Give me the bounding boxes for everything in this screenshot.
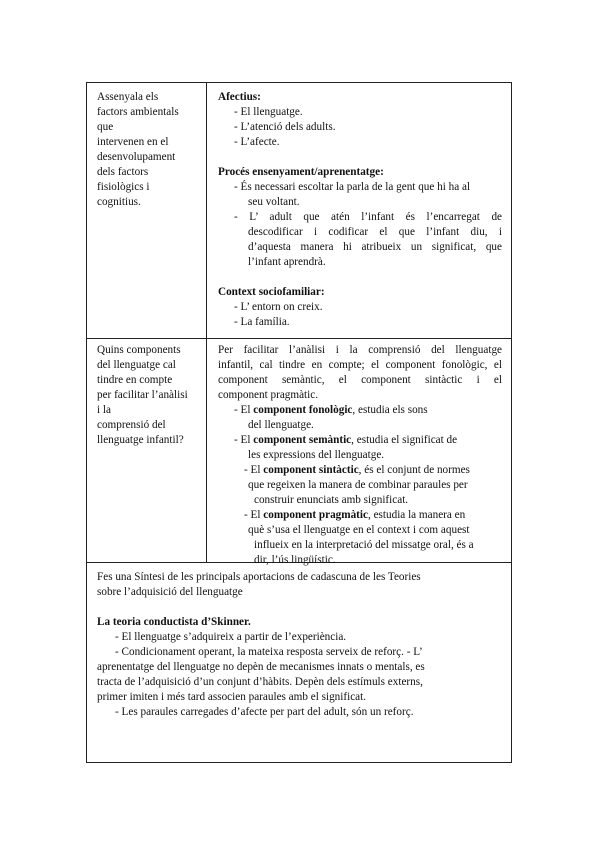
skinner-line: aprenentatge del llenguatge no depèn de mecanismes innats o mentals, es bbox=[97, 661, 425, 673]
intro-line: infantil, cal tindre en compte; el component fonològic, el bbox=[218, 359, 502, 371]
pragmatic-continuation: què s’usa el llenguatge en el context i com aquest bbox=[248, 524, 470, 536]
proces-heading: Procés ensenyament/aprenentatge: bbox=[218, 166, 384, 178]
afectius-item: - El llenguatge. bbox=[234, 106, 303, 118]
question-2-line: i la bbox=[97, 404, 111, 416]
spacer bbox=[218, 150, 502, 165]
semantic-text: , estudia el significat de bbox=[351, 434, 458, 446]
semantic-prefix: - El bbox=[234, 434, 254, 446]
answer-2 bbox=[218, 343, 502, 568]
pragmatic-continuation: dir, l’ús lingüístic. bbox=[254, 554, 336, 566]
synthesis-section bbox=[97, 570, 501, 720]
sintactic-prefix: - El bbox=[244, 464, 264, 476]
semantic-term: component semàntic bbox=[253, 434, 352, 446]
proces-item-2-line: d’aquesta manera hi atribueix un significat, que bbox=[248, 241, 502, 253]
fonologic-item bbox=[218, 403, 502, 418]
pragmatic-prefix: - El bbox=[244, 509, 264, 521]
semantic-item bbox=[218, 433, 502, 448]
question-1-line: intervenen en el bbox=[97, 136, 169, 148]
question-1-line: dels factors bbox=[97, 166, 149, 178]
fonologic-prefix: - El bbox=[234, 404, 254, 416]
question-2-line: del llenguatge cal bbox=[97, 359, 176, 371]
fonologic-continuation: del llenguatge. bbox=[248, 419, 314, 431]
question-1-line: Assenyala els bbox=[97, 91, 159, 103]
semantic-continuation: les expressions del llenguatge. bbox=[248, 449, 385, 461]
afectius-heading: Afectius: bbox=[218, 91, 261, 103]
question-2-line: llenguatge infantil? bbox=[97, 434, 184, 446]
pragmatic-continuation: influeix en la interpretació del missatge oral, és a bbox=[254, 539, 474, 551]
fonologic-text: , estudia els sons bbox=[352, 404, 428, 416]
skinner-line: tracta de l’adquisició d’un conjunt d’hàbits. Depèn dels estímuls externs, bbox=[97, 676, 423, 688]
context-item: - La família. bbox=[234, 316, 290, 328]
sintactic-term: component sintàctic bbox=[263, 464, 359, 476]
pragmatic-text: , estudia la manera en bbox=[367, 509, 466, 521]
pragmatic-item bbox=[218, 508, 502, 523]
question-2 bbox=[97, 343, 201, 448]
synthesis-intro-line: sobre l’adquisició del llenguatge bbox=[97, 586, 243, 598]
sintactic-text: , és el conjunt de normes bbox=[358, 464, 470, 476]
proces-item-1-line: - És necessari escoltar la parla de la gent que hi ha al bbox=[234, 181, 471, 193]
question-1-line: fisiològics i bbox=[97, 181, 150, 193]
question-2-line: per facilitar l’anàlisi bbox=[97, 389, 188, 401]
proces-item-2-line: descodificar i codificar el que l’infant diu, i bbox=[248, 226, 502, 238]
synthesis-intro-line: Fes una Síntesi de les principals aportacions de cadascuna de les Teories bbox=[97, 571, 421, 583]
row-divider-1 bbox=[86, 338, 512, 339]
proces-item-1-line: seu voltant. bbox=[248, 196, 300, 208]
fonologic-term: component fonològic bbox=[253, 404, 353, 416]
skinner-line: primer imiten i més tard associen paraules amb el significat. bbox=[97, 691, 367, 703]
sintactic-item bbox=[218, 463, 502, 478]
pragmatic-term: component pragmàtic bbox=[263, 509, 368, 521]
intro-line: component pragmàtic. bbox=[218, 389, 319, 401]
question-2-line: comprensió del bbox=[97, 419, 166, 431]
column-divider bbox=[206, 82, 207, 562]
answer-1 bbox=[218, 90, 502, 330]
afectius-item: - L’atenció dels adults. bbox=[234, 121, 336, 133]
spacer bbox=[218, 270, 502, 285]
proces-item-2-line: - L’ adult que atén l’infant és l’encarregat de bbox=[234, 211, 502, 223]
intro-line: component semàntic, el component sintàctic i el bbox=[218, 374, 502, 386]
question-2-line: Quins components bbox=[97, 344, 181, 356]
question-1 bbox=[97, 90, 199, 210]
sintactic-continuation: construir enunciats amb significat. bbox=[254, 494, 409, 506]
intro-line: Per facilitar l’anàlisi i la comprensió del llenguatge bbox=[218, 344, 502, 356]
question-1-line: que bbox=[97, 121, 114, 133]
context-item: - L’ entorn on creix. bbox=[234, 301, 323, 313]
question-1-line: factors ambientals bbox=[97, 106, 179, 118]
sintactic-continuation: que regeixen la manera de combinar paraules per bbox=[248, 479, 468, 491]
question-1-line: cognitius. bbox=[97, 196, 141, 208]
context-heading: Context sociofamiliar: bbox=[218, 286, 325, 298]
skinner-line: - Les paraules carregades d’afecte per part del adult, són un reforç. bbox=[115, 706, 414, 718]
spacer bbox=[97, 600, 501, 615]
skinner-line: - Condicionament operant, la mateixa resposta serveix de reforç. - L’ bbox=[115, 646, 423, 658]
question-1-line: desenvolupament bbox=[97, 151, 176, 163]
skinner-line: - El llenguatge s’adquireix a partir de l’experiència. bbox=[115, 631, 347, 643]
proces-item-2-line: l’infant aprendrà. bbox=[248, 256, 326, 268]
skinner-heading: La teoria conductista d’Skinner. bbox=[97, 616, 251, 628]
afectius-item: - L’afecte. bbox=[234, 136, 280, 148]
question-2-line: tindre en compte bbox=[97, 374, 173, 386]
